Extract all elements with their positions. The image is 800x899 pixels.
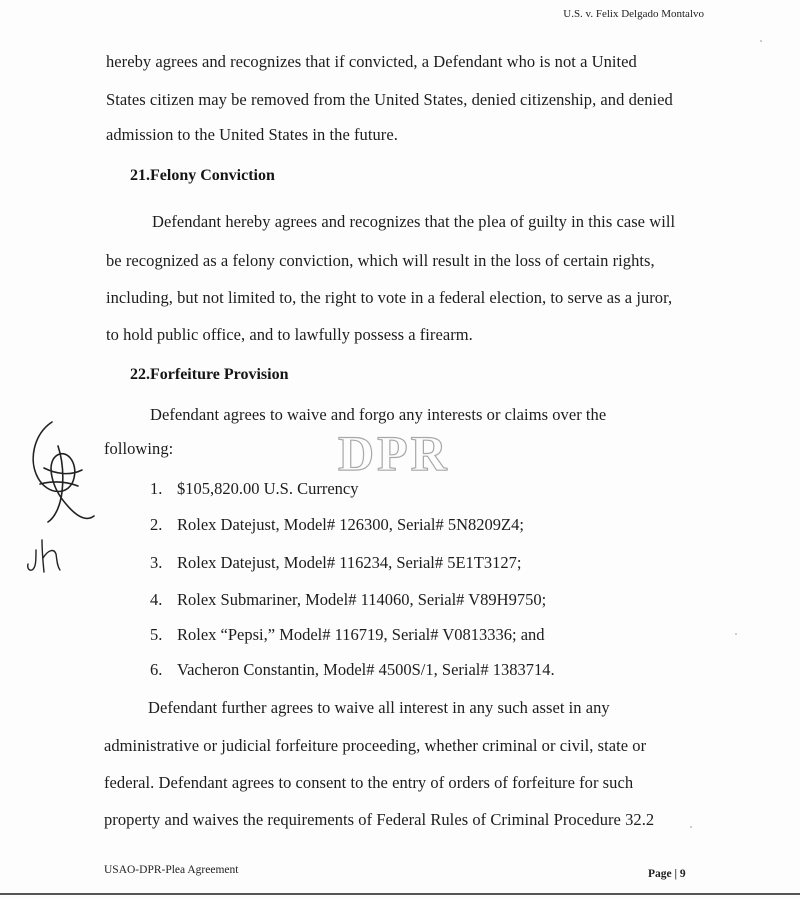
list-text: Rolex Datejust, Model# 116234, Serial# 5E1T3127;: [177, 553, 522, 572]
intro-line: admission to the United States in the future.: [106, 125, 398, 144]
closing-line: federal. Defendant agrees to consent to the entry of orders of forfeiture for such: [104, 773, 634, 792]
section-21-line: be recognized as a felony conviction, which will result in the loss of certain rights,: [106, 251, 655, 270]
section-22-intro-line: Defendant agrees to waive and forgo any interests or claims over the: [150, 405, 607, 424]
list-text: Rolex Datejust, Model# 126300, Serial# 5N8209Z4;: [177, 515, 524, 534]
closing-line: property and waives the requirements of Federal Rules of Criminal Procedure 32.2: [104, 810, 655, 829]
list-number: 1.: [150, 479, 163, 498]
closing-line: Defendant further agrees to waive all interest in any such asset in any: [148, 698, 610, 717]
section-21-line: to hold public office, and to lawfully possess a firearm.: [106, 325, 473, 344]
forfeiture-list-item: [150, 515, 524, 535]
forfeiture-list-item: [150, 660, 555, 680]
section-21-line: Defendant hereby agrees and recognizes that the plea of guilty in this case will: [152, 212, 676, 231]
list-text: Vacheron Constantin, Model# 4500S/1, Serial# 1383714.: [177, 660, 555, 679]
section-21-heading: 21.Felony Conviction: [130, 167, 275, 184]
section-21-line: including, but not limited to, the right to vote in a federal election, to serve as a juror,: [106, 288, 673, 307]
scan-speck: [760, 40, 762, 42]
section-22-heading: 22.Forfeiture Provision: [130, 366, 289, 383]
closing-line: administrative or judicial forfeiture proceeding, whether criminal or civil, state or: [104, 736, 647, 755]
dpr-stamp: DPR: [338, 425, 450, 481]
list-text: Rolex Submariner, Model# 114060, Serial# V89H9750;: [177, 590, 547, 609]
footer-page-number: Page | 9: [648, 868, 686, 880]
scan-speck: [735, 633, 737, 635]
list-number: 3.: [150, 553, 163, 572]
case-caption: U.S. v. Felix Delgado Montalvo: [563, 8, 704, 20]
list-number: 5.: [150, 625, 163, 644]
list-number: 6.: [150, 660, 163, 679]
intro-line: hereby agrees and recognizes that if convicted, a Defendant who is not a United: [106, 52, 637, 71]
list-text: Rolex “Pepsi,” Model# 116719, Serial# V0813336; and: [177, 625, 545, 644]
scan-speck: [690, 826, 692, 828]
list-text: $105,820.00 U.S. Currency: [177, 479, 359, 498]
intro-line: States citizen may be removed from the United States, denied citizenship, and denied: [106, 90, 673, 109]
forfeiture-list-item: [150, 479, 358, 499]
forfeiture-list-item: [150, 553, 521, 573]
section-22-intro-line: following:: [104, 439, 174, 458]
list-number: 2.: [150, 515, 163, 534]
footer-document-name: USAO-DPR-Plea Agreement: [104, 864, 239, 876]
bottom-divider: [0, 893, 800, 895]
list-number: 4.: [150, 590, 163, 609]
signature-initials: [22, 412, 102, 592]
forfeiture-list-item: [150, 625, 545, 645]
forfeiture-list-item: [150, 590, 546, 610]
